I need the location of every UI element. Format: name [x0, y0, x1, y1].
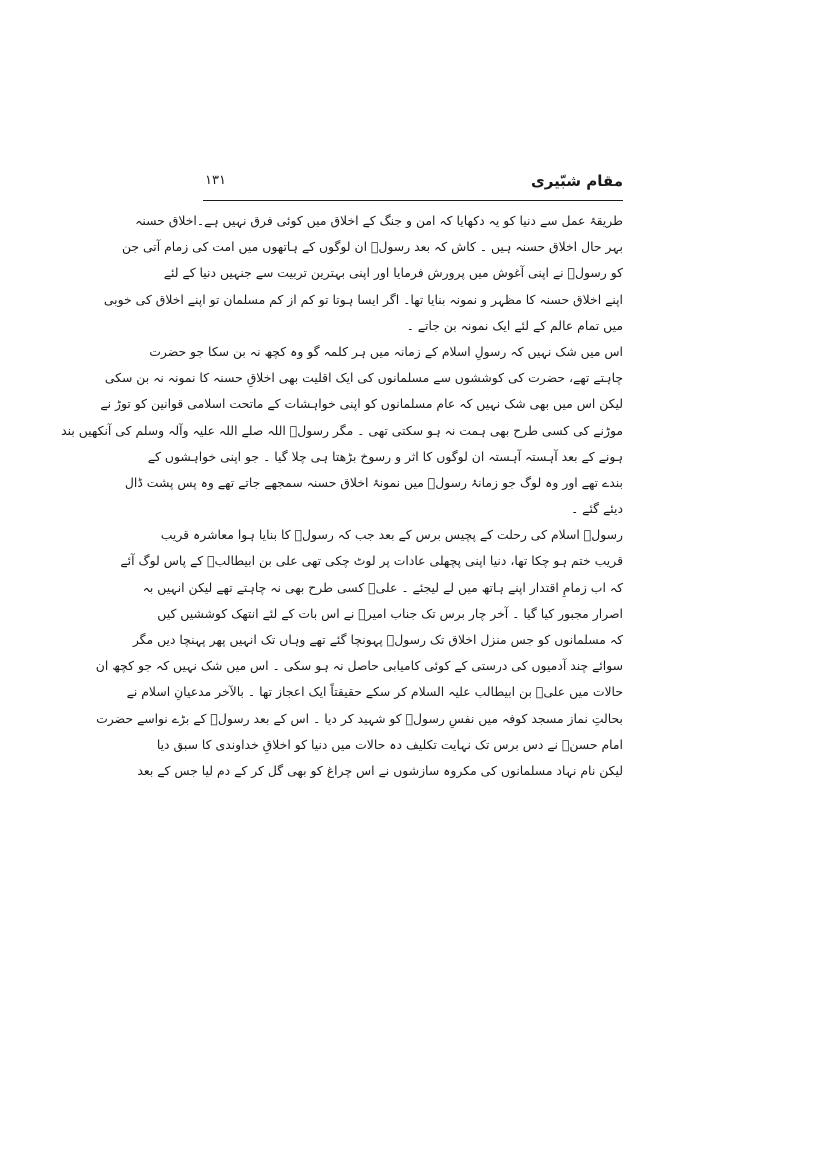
text-line: بہر حال اخلاق حسنہ ہیں ۔ کاش کہ بعد رسولؐ ان لوگوں کے ہاتھوں میں امت کی زمام آتی جن — [121, 239, 623, 255]
text-line: سوائے چند آدمیوں کی درستی کے کوئی کامیابی حاصل نہ ہو سکی ۔ اس میں شک نہیں کہ جو کچھ ان — [95, 658, 623, 674]
body-text — [61, 208, 623, 784]
text-line: اپنے اخلاق حسنہ کا مظہر و نمونہ بنایا تھا۔ اگر ایسا ہوتا تو کم از کم مسلمان تو اپنے اخلاق کی خوبی — [103, 291, 623, 307]
text-line: اصرار مجبور کیا گیا ۔ آخر چار برس تک جناب امیرؑ نے اس بات کے لئے انتھک کوششیں کیں — [157, 605, 623, 621]
page-number: ۱۳۱ — [205, 173, 226, 188]
header-rule — [203, 200, 623, 201]
text-line: امام حسنؑ نے دس برس تک نہایت تکلیف دہ حالات میں دنیا کو اخلاقِ خداوندی کا سبق دیا — [156, 736, 623, 752]
text-line: لیکن نام نہاد مسلمانوں کی مکروہ سازشوں نے اس چراغ کو بھی گل کر کے دم لیا جس کے بعد — [137, 762, 623, 778]
paragraph-end-line: میں تمام عالم کے لئے ایک نمونہ بن جاتے ۔ — [406, 317, 623, 333]
paragraph-end-line: دیئے گئے ۔ — [570, 501, 623, 517]
running-title: مقام شبّیری — [530, 172, 623, 190]
text-line: رسولؐ اسلام کی رحلت کے پچیس برس کے بعد جب کہ رسولؐ کا بنایا ہوا معاشرہ قریب — [160, 527, 623, 543]
text-line: طریقۂ عمل سے دنیا کو یہ دکھایا کہ امن و جنگ کے اخلاق میں کوئی فرق نہیں ہے۔اخلاق حسنہ — [135, 213, 623, 228]
text-line: کہ اب زمامِ اقتدار اپنے ہاتھ میں لے لیجئے ۔ علیؑ کسی طرح بھی نہ چاہتے تھے لیکن انہیں بہ — [142, 579, 623, 595]
text-line: موڑنے کی کسی طرح بھی ہمت نہ ہو سکتی تھی ۔ مگر رسولؐ اللہ صلے اللہ علیہ وآلہ وسلم کی آنکھیں بند — [61, 422, 623, 438]
page-header — [205, 170, 623, 194]
text-line: ہونے کے بعد آہستہ آہستہ ان لوگوں کا اثر و رسوخ بڑھتا ہی چلا گیا ۔ جو اپنی خواہشوں کے — [147, 448, 623, 464]
text-line: اس میں شک نہیں کہ رسولِ اسلام کے زمانہ میں ہر کلمہ گو وہ کچھ نہ بن سکا جو حضرت — [149, 343, 623, 359]
text-line: بندے تھے اور وہ لوگ جو زمانۂ رسولؐ میں نمونۂ اخلاق حسنہ سمجھے جاتے تھے وہ پس پشت ڈال — [124, 474, 623, 490]
text-line: بحالتِ نماز مسجد کوفہ میں نفسِ رسولؐ کو شہید کر دیا ۔ اس کے بعد رسولؐ کے بڑے نواسے حضرت — [96, 710, 623, 726]
text-line: لیکن اس میں بھی شک نہیں کہ عام مسلمانوں کو اپنی خواہشات کے ماتحت اسلامی قوانین کو توڑ نے — [100, 396, 623, 412]
text-line: حالات میں علیؑ بن ابیطالب علیہ السلام کر سکے حقیقتاً ایک اعجاز تھا ۔ بالآخر مدعیانِ اسلام نے — [126, 684, 623, 700]
text-line: چاہتے تھے، حضرت کی کوششوں سے مسلمانوں کی ایک اقلیت بھی اخلاقِ حسنہ کا نمونہ نہ بن سکی — [104, 370, 623, 386]
text-line: کو رسولؐ نے اپنی آغوش میں پرورش فرمایا اور اپنی بہترین تربیت سے جنہیں دنیا کے لئے — [163, 265, 623, 281]
text-line: کہ مسلمانوں کو جس منزل اخلاق تک رسولؐ پہونچا گئے تھے وہاں تک انہیں پھر پہنچا دیں مگر — [132, 632, 623, 647]
text-line: قریب ختم ہو چکا تھا، دنیا اپنی پچھلی عادات پر لوٹ چکی تھی علی بن ابیطالبؑ کے پاس لوگ آئے — [120, 553, 623, 569]
